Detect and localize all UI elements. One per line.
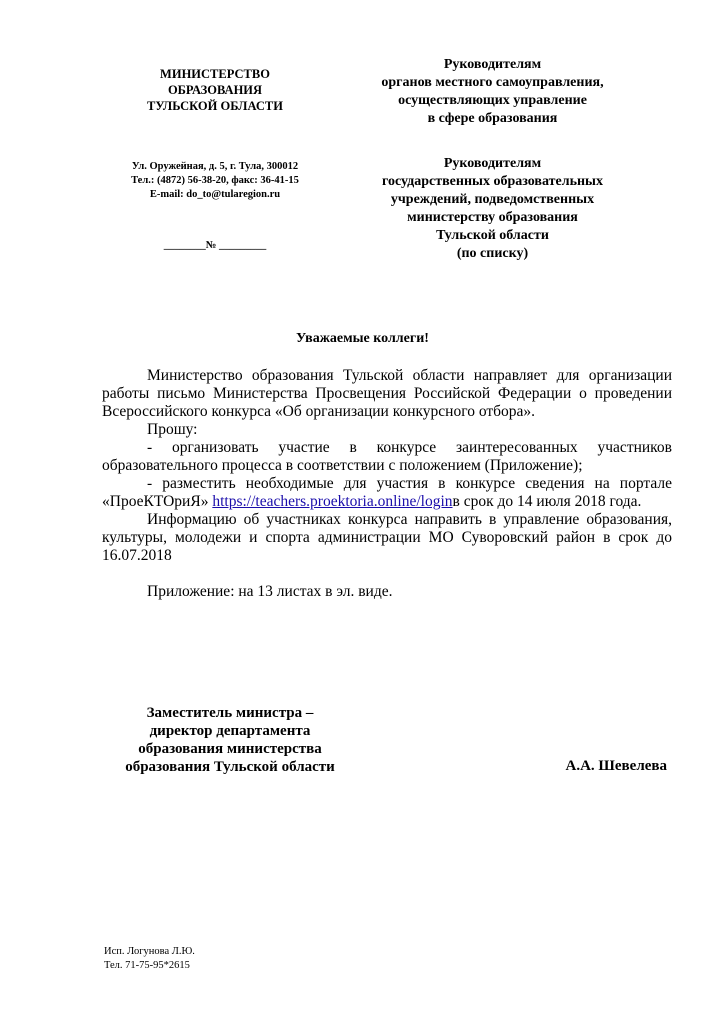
letter-body [102,367,672,601]
recipient-line: Руководителям [443,156,542,171]
body-text: - разместить необходимые для участия в конкурсе сведения на портале «ПроеКТОриЯ» [102,475,672,510]
executor: Исп. Логунова Л.Ю. [104,946,195,957]
sender-address: Ул. Оружейная, д. 5, г. Тула, 300012 [131,161,299,172]
recipient-line: осуществляющих управление [398,93,587,108]
salutation: Уважаемые коллеги! [296,331,429,346]
footer [104,945,195,973]
body-paragraph: Министерство образования Тульской области направляет для организации работы письмо Министерства Просвещения Российской Федерации о проведении Всероссийского конкурса «Об организации конкурсного отбора». [102,367,672,420]
signature-title-line: образования Тульской области [125,759,335,775]
sender-name-line: МИНИСТЕРСТВО [160,67,270,81]
portal-link[interactable]: https://teachers.proektoria.online/login [212,493,453,510]
executor-phone: Тел. 71-75-95*2615 [104,960,190,971]
sender-name [100,66,330,114]
recipient-block-1 [350,56,635,128]
sender-contacts [100,160,330,202]
body-paragraph: Информацию об участниках конкурса направить в управление образования, культуры, молодежи и спорта администрации МО Суворовский район в срок до 16.07.2018 [102,511,672,564]
body-text: в срок до 14 июля 2018 года. [452,493,642,510]
recipient-line: Тульской области [436,228,549,243]
body-spacer [102,565,672,583]
attachment-note: Приложение: на 13 листах в эл. виде. [147,583,393,600]
recipient-line: органов местного самоуправления, [381,75,604,90]
recipient-line: (по списку) [456,246,529,261]
recipient-line: учреждений, подведомственных [390,192,595,207]
body-paragraph [102,475,672,511]
body-paragraph: - организовать участие в конкурсе заинтересованных участников образовательного процесса в соответствии с положением (Приложение); [102,439,672,474]
recipient-line: в сфере образования [427,111,558,126]
sender-phone: Тел.: (4872) 56-38-20, факс: 36-41-15 [131,175,299,186]
signature-name: А.А. Шевелева [565,758,667,774]
signature-title [100,704,360,776]
sender-email: E-mail: do_to@tularegion.ru [149,189,281,200]
registration-number: ________№ _________ [163,240,267,251]
signature-title-line: директор департамента [149,723,311,739]
sender-name-line: ТУЛЬСКОЙ ОБЛАСТИ [147,99,283,113]
sender-name-line: ОБРАЗОВАНИЯ [167,83,263,97]
body-paragraph: Прошу: [147,421,198,438]
recipient-line: Руководителям [443,57,542,72]
recipient-line: государственных образовательных [382,174,603,189]
recipient-block-2 [350,155,635,263]
recipient-line: министерству образования [407,210,578,225]
signature-title-line: Заместитель министра – [146,705,314,721]
signature-title-line: образования министерства [138,741,322,757]
